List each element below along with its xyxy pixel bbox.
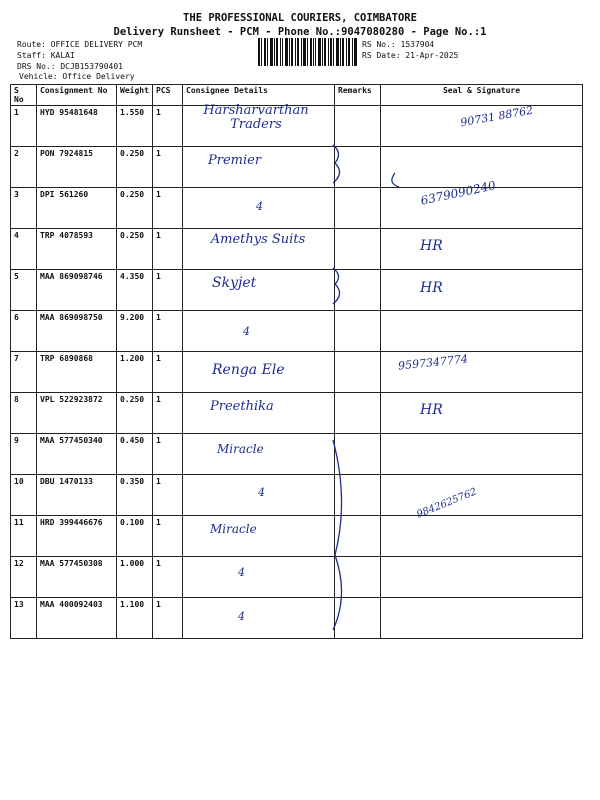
cell-sno: 5 [11,270,37,311]
cell-sno: 7 [11,352,37,393]
cell-pcs: 1 [153,147,183,188]
cell-sno: 10 [11,475,37,516]
cell-signature [381,516,583,557]
consignee-handwriting: 4 [238,566,245,579]
col-header-consignment: Consignment No [37,85,117,106]
cell-sno: 12 [11,557,37,598]
signature-handwriting: 90731 88762 [459,103,535,130]
staff-label: Staff: KALAI [17,51,75,60]
cell-consignment: PON 7924815 [37,147,117,188]
consignee-handwriting: 4 [238,610,245,623]
cell-consignment: DPI 561260 [37,188,117,229]
cell-pcs: 1 [153,270,183,311]
consignee-handwriting: Renga Ele [212,362,285,378]
col-header-consignee: Consignee Details [183,85,335,106]
drs-label: DRS No.: DCJB153790401 [17,62,123,71]
cell-consignee [183,598,335,639]
consignee-handwriting: 4 [258,486,265,499]
cell-consignment: MAA 577450308 [37,557,117,598]
cell-sno: 3 [11,188,37,229]
table-row [11,352,583,393]
cell-weight: 0.250 [117,229,153,270]
signature-handwriting: 9597347774 [397,352,469,373]
cell-weight: 0.250 [117,188,153,229]
vehicle-label: Vehicle: Office Delivery [19,72,135,81]
cell-signature [381,393,583,434]
consignee-handwriting: 4 [243,325,250,338]
cell-sno: 9 [11,434,37,475]
cell-consignment: HRD 399446676 [37,516,117,557]
cell-signature [381,229,583,270]
cell-consignment: TRP 6890868 [37,352,117,393]
cell-consignment: DBU 1470133 [37,475,117,516]
cell-pcs: 1 [153,434,183,475]
cell-pcs: 1 [153,557,183,598]
signature-handwriting: HR [420,280,443,296]
table-row [11,434,583,475]
cell-weight: 0.100 [117,516,153,557]
cell-sno: 8 [11,393,37,434]
cell-signature [381,270,583,311]
rs-number: RS No.: 1537904 [362,40,435,49]
col-header-signature: Seal & Signature [381,85,583,106]
consignee-handwriting: Miracle [210,522,257,536]
cell-remarks [335,434,381,475]
cell-pcs: 1 [153,475,183,516]
cell-remarks [335,516,381,557]
cell-consignee [183,311,335,352]
cell-signature [381,311,583,352]
table-row [11,147,583,188]
cell-pcs: 1 [153,229,183,270]
cell-pcs: 1 [153,598,183,639]
col-header-weight: Weight [117,85,153,106]
cell-remarks [335,229,381,270]
cell-remarks [335,188,381,229]
table-row [11,557,583,598]
cell-remarks [335,270,381,311]
cell-sno: 13 [11,598,37,639]
signature-handwriting: HR [420,402,443,418]
route-label: Route: OFFICE DELIVERY PCM [17,40,143,49]
cell-remarks [335,147,381,188]
table-row [11,516,583,557]
cell-consignee [183,516,335,557]
company-title: THE PROFESSIONAL COURIERS, COIMBATORE [183,12,417,24]
cell-signature [381,557,583,598]
consignee-handwriting: Skyjet [212,275,257,291]
consignee-handwriting: 4 [256,200,263,213]
cell-signature [381,475,583,516]
cell-remarks [335,352,381,393]
cell-consignment: MAA 400092403 [37,598,117,639]
cell-weight: 1.000 [117,557,153,598]
cell-weight: 4.350 [117,270,153,311]
cell-signature [381,434,583,475]
consignee-handwriting: Premier [208,153,262,168]
cell-weight: 1.200 [117,352,153,393]
cell-signature [381,598,583,639]
table-row [11,393,583,434]
cell-pcs: 1 [153,352,183,393]
rs-date: RS Date: 21-Apr-2025 [362,51,459,60]
runsheet-table [10,84,583,639]
table-row [11,270,583,311]
cell-consignment: TRP 4078593 [37,229,117,270]
cell-weight: 0.450 [117,434,153,475]
cell-sno: 11 [11,516,37,557]
signature-handwriting: 6379090240 [419,178,497,208]
cell-sno: 1 [11,106,37,147]
cell-consignee [183,557,335,598]
barcode [258,38,358,66]
cell-pcs: 1 [153,393,183,434]
table-row [11,475,583,516]
cell-remarks [335,475,381,516]
cell-weight: 9.200 [117,311,153,352]
cell-consignment: MAA 869098746 [37,270,117,311]
signature-handwriting: HR [420,238,443,254]
cell-consignment: VPL 522923872 [37,393,117,434]
cell-pcs: 1 [153,311,183,352]
table-row [11,188,583,229]
cell-remarks [335,106,381,147]
cell-consignment: MAA 577450340 [37,434,117,475]
cell-sno: 4 [11,229,37,270]
consignee-handwriting: Harsharvarthan Traders [203,103,309,132]
table-row [11,598,583,639]
col-header-pcs: PCS [153,85,183,106]
cell-remarks [335,311,381,352]
cell-sno: 2 [11,147,37,188]
cell-consignment: HYD 95481648 [37,106,117,147]
consignee-handwriting: Miracle [217,442,264,456]
col-header-remarks: Remarks [335,85,381,106]
cell-weight: 0.350 [117,475,153,516]
consignee-handwriting: Preethika [210,399,274,414]
cell-weight: 0.250 [117,147,153,188]
signature-handwriting: 9842625762 [415,486,479,521]
cell-remarks [335,393,381,434]
cell-sno: 6 [11,311,37,352]
cell-consignment: MAA 869098750 [37,311,117,352]
cell-weight: 0.250 [117,393,153,434]
cell-pcs: 1 [153,106,183,147]
col-header-sno: S No [11,85,37,106]
consignee-handwriting: Amethys Suits [210,232,306,247]
runsheet-subtitle: Delivery Runsheet - PCM - Phone No.:9047080280 - Page No.:1 [113,26,487,38]
cell-remarks [335,557,381,598]
cell-weight: 1.100 [117,598,153,639]
cell-pcs: 1 [153,516,183,557]
cell-pcs: 1 [153,188,183,229]
table-row [11,311,583,352]
cell-weight: 1.550 [117,106,153,147]
cell-consignee [183,270,335,311]
cell-remarks [335,598,381,639]
